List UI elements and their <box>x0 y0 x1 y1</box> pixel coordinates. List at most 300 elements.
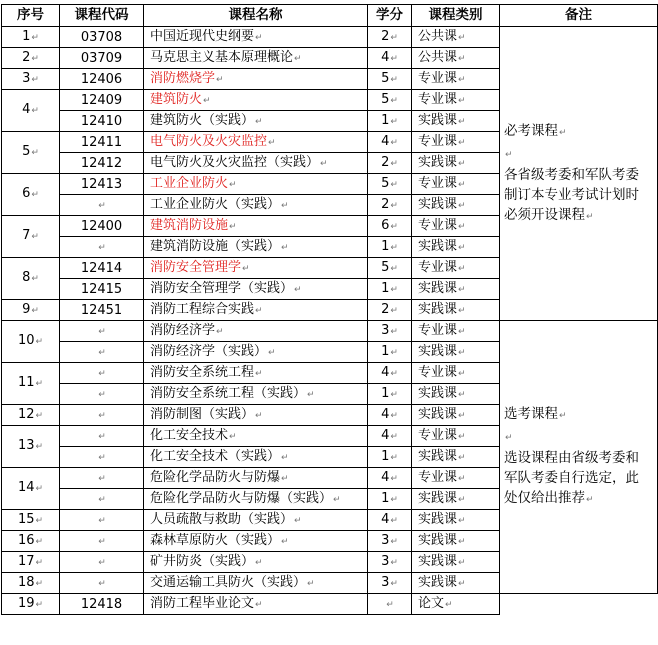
cell-credit <box>368 468 412 489</box>
cell-course-type <box>412 258 500 279</box>
cell-credit <box>368 300 412 321</box>
paragraph-mark-icon: ↵ <box>307 578 315 589</box>
code-text: 03708 <box>80 29 123 45</box>
course-type-text: 实践课 <box>418 196 458 212</box>
credit-text: 1 <box>381 280 390 296</box>
cell-course-type <box>412 489 500 510</box>
cell-credit <box>368 216 412 237</box>
paragraph-mark-icon: ↵ <box>98 557 106 568</box>
credit-text: 1 <box>381 490 390 506</box>
cell-course-type <box>412 552 500 573</box>
paragraph-mark-icon: ↵ <box>390 536 398 547</box>
header-credit: 学分 <box>368 5 412 27</box>
cell-seq <box>2 405 60 426</box>
cell-credit <box>368 447 412 468</box>
paragraph-mark-icon: ↵ <box>390 452 398 463</box>
paragraph-mark-icon: ↵ <box>458 557 466 568</box>
course-name-text: 马克思主义基本原理概论 <box>150 49 294 65</box>
credit-text: 4 <box>381 406 390 422</box>
credit-text: 4 <box>381 364 390 380</box>
paragraph-mark-icon: ↵ <box>255 557 263 568</box>
cell-seq <box>2 258 60 300</box>
paragraph-mark-icon: ↵ <box>390 410 398 421</box>
paragraph-mark-icon: ↵ <box>255 305 263 316</box>
course-name-text: 工业企业防火 <box>150 175 229 191</box>
paragraph-mark-icon: ↵ <box>281 473 289 484</box>
cell-course-name <box>144 489 368 510</box>
paragraph-mark-icon: ↵ <box>216 74 224 85</box>
paragraph-mark-icon: ↵ <box>98 389 106 400</box>
paragraph-mark-icon: ↵ <box>458 368 466 379</box>
cell-course-type <box>412 216 500 237</box>
course-type-text: 专业课 <box>418 91 458 107</box>
paragraph-mark-icon: ↵ <box>35 599 44 610</box>
course-name-text: 消防燃烧学 <box>150 70 216 86</box>
cell-credit <box>368 489 412 510</box>
paragraph-mark-icon: ↵ <box>98 410 106 421</box>
cell-course-type <box>412 153 500 174</box>
elective-remark-cell <box>500 321 658 594</box>
cell-credit <box>368 510 412 531</box>
cell-credit <box>368 384 412 405</box>
header-seq: 序号 <box>2 5 60 27</box>
paragraph-mark-icon: ↵ <box>268 137 276 148</box>
required-remark-cell <box>500 27 658 321</box>
paragraph-mark-icon: ↵ <box>586 495 594 505</box>
paragraph-mark-icon: ↵ <box>390 326 398 337</box>
course-type-text: 实践课 <box>418 574 458 590</box>
code-text: 12418 <box>80 596 123 612</box>
course-type-text: 实践课 <box>418 511 458 527</box>
cell-credit <box>368 69 412 90</box>
paragraph-mark-icon: ↵ <box>255 116 263 127</box>
course-name-text: 消防经济学（实践） <box>150 343 268 359</box>
paragraph-mark-icon: ↵ <box>281 242 289 253</box>
course-type-text: 实践课 <box>418 112 458 128</box>
course-type-text: 专业课 <box>418 133 458 149</box>
paragraph-mark-icon: ↵ <box>458 389 466 400</box>
paragraph-mark-icon: ↵ <box>98 347 106 358</box>
cell-credit <box>368 321 412 342</box>
code-text: 12412 <box>80 155 123 171</box>
cell-course-name <box>144 384 368 405</box>
cell-code <box>60 426 144 447</box>
seq-text: 18 <box>17 574 35 590</box>
paragraph-mark-icon: ↵ <box>268 347 276 358</box>
course-type-text: 实践课 <box>418 532 458 548</box>
cell-code <box>60 300 144 321</box>
course-name-text: 建筑防火（实践） <box>150 112 255 128</box>
cell-code <box>60 468 144 489</box>
credit-text: 1 <box>381 238 390 254</box>
course-type-text: 专业课 <box>418 427 458 443</box>
cell-course-type <box>412 300 500 321</box>
table-row <box>2 321 658 342</box>
paragraph-mark-icon: ↵ <box>98 326 106 337</box>
paragraph-mark-icon: ↵ <box>31 232 39 242</box>
paragraph-mark-icon: ↵ <box>98 494 106 505</box>
cell-code <box>60 447 144 468</box>
course-type-text: 实践课 <box>418 490 458 506</box>
cell-code <box>60 363 144 384</box>
cell-course-type <box>412 27 500 48</box>
paragraph-mark-icon: ↵ <box>31 274 39 284</box>
cell-code <box>60 48 144 69</box>
cell-course-type <box>412 195 500 216</box>
cell-course-name <box>144 321 368 342</box>
paragraph-mark-icon: ↵ <box>390 74 398 85</box>
course-name-text: 工业企业防火（实践） <box>150 196 281 212</box>
cell-code <box>60 405 144 426</box>
course-name-text: 消防安全管理学 <box>150 259 242 275</box>
elective-title: 选考课程↵ <box>504 406 567 422</box>
seq-text: 5 <box>22 144 31 159</box>
cell-course-name <box>144 258 368 279</box>
cell-seq <box>2 132 60 174</box>
paragraph-mark-icon: ↵ <box>559 411 567 421</box>
cell-course-name <box>144 27 368 48</box>
paragraph-mark-icon: ↵ <box>445 599 453 610</box>
paragraph-mark-icon: ↵ <box>229 179 237 190</box>
cell-course-name <box>144 174 368 195</box>
cell-course-name <box>144 573 368 594</box>
paragraph-mark-icon: ↵ <box>35 536 44 547</box>
paragraph-mark-icon: ↵ <box>31 53 39 64</box>
cell-course-type <box>412 426 500 447</box>
seq-text: 7 <box>22 228 31 243</box>
cell-code <box>60 153 144 174</box>
paragraph-mark-icon: ↵ <box>390 305 398 316</box>
paragraph-mark-icon: ↵ <box>98 578 106 589</box>
course-name-text: 消防安全系统工程 <box>150 364 255 380</box>
paragraph-mark-icon: ↵ <box>98 536 106 547</box>
paragraph-mark-icon: ↵ <box>203 95 211 106</box>
course-type-text: 实践课 <box>418 553 458 569</box>
seq-text: 17 <box>17 553 35 569</box>
paragraph-mark-icon: ↵ <box>35 578 44 589</box>
cell-course-type <box>412 321 500 342</box>
course-name-text: 危险化学品防火与防爆 <box>150 469 281 485</box>
course-name-text: 消防安全系统工程（实践） <box>150 385 307 401</box>
course-table <box>1 4 658 615</box>
course-name-text: 化工安全技术（实践） <box>150 448 281 464</box>
paragraph-mark-icon: ↵ <box>35 410 44 421</box>
paragraph-mark-icon: ↵ <box>390 578 398 589</box>
paragraph-mark-icon: ↵ <box>31 148 39 158</box>
cell-course-name <box>144 48 368 69</box>
paragraph-mark-icon: ↵ <box>390 95 398 106</box>
paragraph-mark-icon: ↵ <box>386 599 394 610</box>
course-type-text: 专业课 <box>418 364 458 380</box>
cell-seq <box>2 321 60 363</box>
cell-course-name <box>144 594 368 615</box>
code-text: 12411 <box>80 134 123 150</box>
cell-credit <box>368 174 412 195</box>
course-type-text: 公共课 <box>418 49 458 65</box>
cell-course-type <box>412 447 500 468</box>
course-name-text: 人员疏散与救助（实践） <box>150 511 294 527</box>
credit-text: 4 <box>381 469 390 485</box>
cell-code <box>60 69 144 90</box>
cell-code <box>60 552 144 573</box>
course-type-text: 专业课 <box>418 469 458 485</box>
cell-course-type <box>412 384 500 405</box>
paragraph-mark-icon: ↵ <box>35 515 44 526</box>
paragraph-mark-icon: ↵ <box>281 200 289 211</box>
paragraph-mark-icon: ↵ <box>390 221 398 232</box>
paragraph-mark-icon: ↵ <box>390 515 398 526</box>
cell-seq <box>2 426 60 468</box>
credit-text: 1 <box>381 343 390 359</box>
cell-code <box>60 342 144 363</box>
cell-credit <box>368 48 412 69</box>
header-type: 课程类别 <box>412 5 500 27</box>
paragraph-mark-icon: ↵ <box>458 473 466 484</box>
course-type-text: 实践课 <box>418 301 458 317</box>
cell-credit <box>368 90 412 111</box>
cell-credit <box>368 594 412 615</box>
cell-credit <box>368 195 412 216</box>
cell-credit <box>368 531 412 552</box>
credit-text: 2 <box>381 301 390 317</box>
required-title: 必考课程↵ <box>504 122 567 139</box>
paragraph-mark-icon: ↵ <box>390 284 398 295</box>
paragraph-mark-icon: ↵ <box>294 515 302 526</box>
course-name-text: 消防经济学 <box>150 322 216 338</box>
cell-course-name <box>144 447 368 468</box>
seq-text: 3 <box>22 70 31 86</box>
cell-seq <box>2 468 60 510</box>
paragraph-mark-icon: ↵ <box>320 158 328 169</box>
paragraph-mark-icon: ↵ <box>458 347 466 358</box>
paragraph-mark-icon: ↵ <box>35 442 44 452</box>
cell-seq <box>2 48 60 69</box>
cell-course-name <box>144 195 368 216</box>
cell-credit <box>368 552 412 573</box>
seq-text: 14 <box>17 480 35 495</box>
table-row <box>2 594 658 615</box>
cell-code <box>60 90 144 111</box>
paragraph-mark-icon: ↵ <box>458 137 466 148</box>
code-text: 12415 <box>80 281 123 297</box>
seq-text: 11 <box>17 375 35 390</box>
code-text: 12410 <box>80 113 123 129</box>
paragraph-mark-icon: ↵ <box>458 578 466 589</box>
course-type-text: 实践课 <box>418 343 458 359</box>
cell-seq <box>2 174 60 216</box>
cell-code <box>60 594 144 615</box>
seq-text: 19 <box>17 595 35 611</box>
paragraph-mark-icon: ↵ <box>35 484 44 494</box>
credit-text: 4 <box>381 49 390 65</box>
paragraph-mark-icon: ↵ <box>458 452 466 463</box>
course-name-text: 电气防火及火灾监控（实践） <box>150 154 320 170</box>
course-type-text: 实践课 <box>418 238 458 254</box>
code-text: 12413 <box>80 176 123 192</box>
paragraph-mark-icon: ↵ <box>255 368 263 379</box>
cell-code <box>60 321 144 342</box>
credit-text: 5 <box>381 259 390 275</box>
cell-code <box>60 216 144 237</box>
cell-seq <box>2 363 60 405</box>
cell-code <box>60 111 144 132</box>
paragraph-mark-icon: ↵ <box>458 242 466 253</box>
cell-course-type <box>412 69 500 90</box>
credit-text: 2 <box>381 154 390 170</box>
course-type-text: 实践课 <box>418 154 458 170</box>
seq-text: 13 <box>17 438 35 453</box>
cell-credit <box>368 279 412 300</box>
cell-course-name <box>144 111 368 132</box>
course-name-text: 建筑消防设施（实践） <box>150 238 281 254</box>
cell-course-name <box>144 237 368 258</box>
cell-credit <box>368 153 412 174</box>
cell-seq <box>2 510 60 531</box>
paragraph-mark-icon: ↵ <box>458 326 466 337</box>
paragraph-mark-icon: ↵ <box>458 200 466 211</box>
course-name-text: 化工安全技术 <box>150 427 229 443</box>
paragraph-mark-icon: ↵ <box>390 242 398 253</box>
course-name-text: 建筑消防设施 <box>150 217 229 233</box>
paragraph-mark-icon: ↵ <box>390 347 398 358</box>
paragraph-mark-icon: ↵ <box>294 284 302 295</box>
seq-text: 12 <box>17 406 35 422</box>
seq-text: 9 <box>22 301 31 317</box>
course-name-text: 电气防火及火灾监控 <box>150 133 268 149</box>
course-type-text: 实践课 <box>418 385 458 401</box>
paragraph-mark-icon: ↵ <box>390 116 398 127</box>
paragraph-mark-icon: ↵ <box>505 149 513 160</box>
paragraph-mark-icon: ↵ <box>98 515 106 526</box>
cell-seq <box>2 216 60 258</box>
cell-course-name <box>144 342 368 363</box>
credit-text: 3 <box>381 532 390 548</box>
cell-seq <box>2 573 60 594</box>
paragraph-mark-icon: ↵ <box>458 284 466 295</box>
course-type-text: 专业课 <box>418 175 458 191</box>
credit-text: 3 <box>381 553 390 569</box>
cell-course-type <box>412 468 500 489</box>
cell-course-name <box>144 468 368 489</box>
cell-course-name <box>144 363 368 384</box>
course-type-text: 专业课 <box>418 70 458 86</box>
cell-course-name <box>144 552 368 573</box>
credit-text: 3 <box>381 322 390 338</box>
paragraph-mark-icon: ↵ <box>559 127 567 138</box>
credit-text: 3 <box>381 574 390 590</box>
cell-course-type <box>412 237 500 258</box>
cell-course-type <box>412 132 500 153</box>
cell-course-type <box>412 279 500 300</box>
cell-code <box>60 510 144 531</box>
credit-text: 1 <box>381 112 390 128</box>
cell-seq <box>2 300 60 321</box>
course-name-text: 消防工程综合实践 <box>150 301 255 317</box>
paragraph-mark-icon: ↵ <box>31 106 39 116</box>
course-name-text: 消防工程毕业论文 <box>150 595 255 611</box>
cell-course-name <box>144 405 368 426</box>
credit-text: 1 <box>381 385 390 401</box>
header-remark: 备注 <box>500 5 658 27</box>
paragraph-mark-icon: ↵ <box>390 179 398 190</box>
paragraph-mark-icon: ↵ <box>458 494 466 505</box>
cell-code <box>60 489 144 510</box>
course-type-text: 实践课 <box>418 406 458 422</box>
cell-code <box>60 279 144 300</box>
paragraph-mark-icon: ↵ <box>586 211 594 222</box>
cell-credit <box>368 573 412 594</box>
seq-text: 4 <box>22 102 31 117</box>
cell-course-type <box>412 573 500 594</box>
paragraph-mark-icon: ↵ <box>390 263 398 274</box>
cell-course-type <box>412 174 500 195</box>
cell-code <box>60 384 144 405</box>
paragraph-mark-icon: ↵ <box>458 515 466 526</box>
course-type-text: 公共课 <box>418 28 458 44</box>
cell-course-name <box>144 132 368 153</box>
cell-course-name <box>144 69 368 90</box>
course-name-text: 消防安全管理学（实践） <box>150 280 294 296</box>
course-name-text: 中国近现代史纲要 <box>150 28 255 44</box>
paragraph-mark-icon: ↵ <box>31 305 39 316</box>
credit-text: 2 <box>381 196 390 212</box>
code-text: 12400 <box>80 218 123 234</box>
paragraph-mark-icon: ↵ <box>31 74 39 85</box>
paragraph-mark-icon: ↵ <box>98 473 106 484</box>
code-text: 12406 <box>80 71 123 87</box>
course-type-text: 实践课 <box>418 448 458 464</box>
cell-credit <box>368 237 412 258</box>
cell-credit <box>368 27 412 48</box>
cell-course-type <box>412 405 500 426</box>
cell-course-name <box>144 279 368 300</box>
cell-course-name <box>144 300 368 321</box>
paragraph-mark-icon: ↵ <box>229 431 237 442</box>
seq-text: 1 <box>22 28 31 44</box>
paragraph-mark-icon: ↵ <box>255 32 263 43</box>
cell-course-type <box>412 363 500 384</box>
cell-course-type <box>412 48 500 69</box>
header-name: 课程名称 <box>144 5 368 27</box>
cell-seq <box>2 90 60 132</box>
course-name-text: 危险化学品防火与防爆（实践） <box>150 490 333 506</box>
seq-text: 8 <box>22 270 31 285</box>
credit-text: 5 <box>381 175 390 191</box>
cell-course-name <box>144 426 368 447</box>
paragraph-mark-icon: ↵ <box>390 368 398 379</box>
cell-credit <box>368 426 412 447</box>
header-code: 课程代码 <box>60 5 144 27</box>
cell-course-name <box>144 90 368 111</box>
paragraph-mark-icon: ↵ <box>458 95 466 106</box>
paragraph-mark-icon: ↵ <box>98 368 106 379</box>
credit-text: 5 <box>381 91 390 107</box>
cell-credit <box>368 342 412 363</box>
cell-course-type <box>412 510 500 531</box>
code-text: 12409 <box>80 92 123 108</box>
cell-code <box>60 27 144 48</box>
paragraph-mark-icon: ↵ <box>98 200 106 211</box>
cell-credit <box>368 111 412 132</box>
paragraph-mark-icon: ↵ <box>98 452 106 463</box>
paragraph-mark-icon: ↵ <box>458 74 466 85</box>
cell-seq <box>2 27 60 48</box>
cell-course-name <box>144 531 368 552</box>
cell-credit <box>368 363 412 384</box>
course-type-text: 专业课 <box>418 322 458 338</box>
paragraph-mark-icon: ↵ <box>98 242 106 253</box>
cell-course-name <box>144 510 368 531</box>
